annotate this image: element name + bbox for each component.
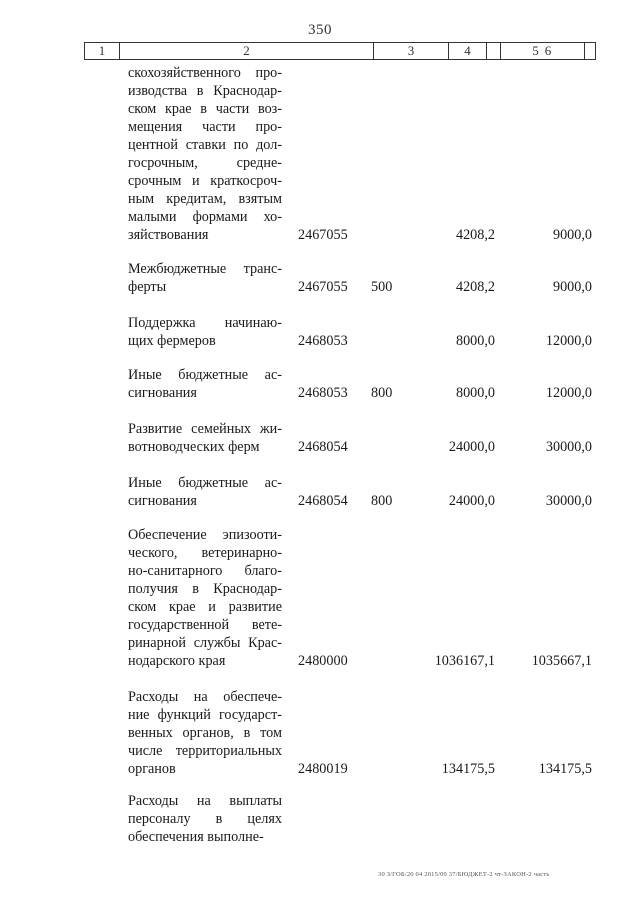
row-sum-2016: 1035667,1 [531,653,592,669]
row-description [128,474,282,510]
row-sum-2016: 30000,0 [545,493,592,509]
description-line: вотноводческих ферм [128,439,260,455]
row-sum-2016: 9000,0 [552,279,592,295]
row-code: 2467055 [298,227,348,243]
description-line: Иные бюджетные ас- [128,475,282,491]
row-sum-2016: 12000,0 [545,333,592,349]
description-line: ным кредитам, взятым [128,191,282,207]
row-sum-2016: 134175,5 [538,761,592,777]
row-code: 2480019 [298,761,348,777]
row-sum-2015: 1036167,1 [434,653,495,669]
description-line: Межбюджетные транс- [128,261,282,277]
row-description [128,526,282,670]
row-description [128,314,282,350]
row-description [128,420,282,456]
description-line: ском крае и развитие [128,599,282,615]
row-code: 2468054 [298,493,348,509]
description-line: зяйствования [128,227,209,243]
header-col-1: 1 [85,43,120,59]
description-line: мещения части про- [128,119,282,135]
row-expense-type: 800 [371,493,393,509]
row-sum-2015: 8000,0 [455,333,495,349]
row-description [128,792,282,846]
description-line: персоналу в целях [128,811,282,827]
description-line: госрочным, средне- [128,155,282,171]
description-line: Расходы на выплаты [128,793,282,809]
description-line: Поддержка начинаю- [128,315,282,331]
description-line: венных органов, в том [128,725,282,741]
description-line: малыми формами хо- [128,209,282,225]
description-line: ние функций государст- [128,707,282,723]
row-sum-2016: 30000,0 [545,439,592,455]
row-sum-2015: 4208,2 [455,227,495,243]
header-col-5: 5 [487,43,585,59]
row-expense-type: 800 [371,385,393,401]
description-line: срочным и краткосроч- [128,173,282,189]
document-footer: 30 З/ГОБ/20 04 2015/09 37/БЮДЖЕТ-2 чт-ЗАКОН-2 часть [378,871,550,878]
description-line: ском крае в части воз- [128,101,282,117]
description-line: Развитие семейных жи- [128,421,282,437]
header-col-2: 2 [120,43,374,59]
header-col-6: 6 [500,43,595,59]
row-description [128,64,282,244]
row-sum-2015: 134175,5 [441,761,495,777]
description-line: изводства в Краснодар- [128,83,282,99]
row-description [128,260,282,296]
page-number: 350 [308,22,332,38]
row-expense-type: 500 [371,279,393,295]
description-line: числе территориальных [128,743,282,759]
description-line: сигнования [128,385,197,401]
description-line: ринарной службы Крас- [128,635,282,651]
description-line: нодарского края [128,653,226,669]
row-code: 2468054 [298,439,348,455]
description-line: Иные бюджетные ас- [128,367,282,383]
row-sum-2015: 8000,0 [455,385,495,401]
description-line: Обеспечение эпизооти- [128,527,282,543]
description-line: получия в Краснодар- [128,581,282,597]
description-line: центной ставки по дол- [128,137,282,153]
row-description [128,688,282,778]
description-line: органов [128,761,176,777]
description-line: обеспечения выполне- [128,829,264,845]
description-line: сигнования [128,493,197,509]
description-line: государственной вете- [128,617,282,633]
row-sum-2015: 24000,0 [448,439,495,455]
description-line: щих фермеров [128,333,216,349]
row-code: 2467055 [298,279,348,295]
description-line: Расходы на обеспече- [128,689,282,705]
row-sum-2016: 12000,0 [545,385,592,401]
description-line: скохозяйственного про- [128,65,282,81]
description-line: но-санитарного благо- [128,563,282,579]
description-line: ческого, ветеринарно- [128,545,282,561]
row-description [128,366,282,402]
row-code: 2468053 [298,385,348,401]
row-sum-2015: 4208,2 [455,279,495,295]
row-code: 2468053 [298,333,348,349]
row-code: 2480000 [298,653,348,669]
header-col-4: 4 [449,43,487,59]
description-line: ферты [128,279,167,295]
header-col-3: 3 [374,43,449,59]
row-sum-2015: 24000,0 [448,493,495,509]
row-sum-2016: 9000,0 [552,227,592,243]
